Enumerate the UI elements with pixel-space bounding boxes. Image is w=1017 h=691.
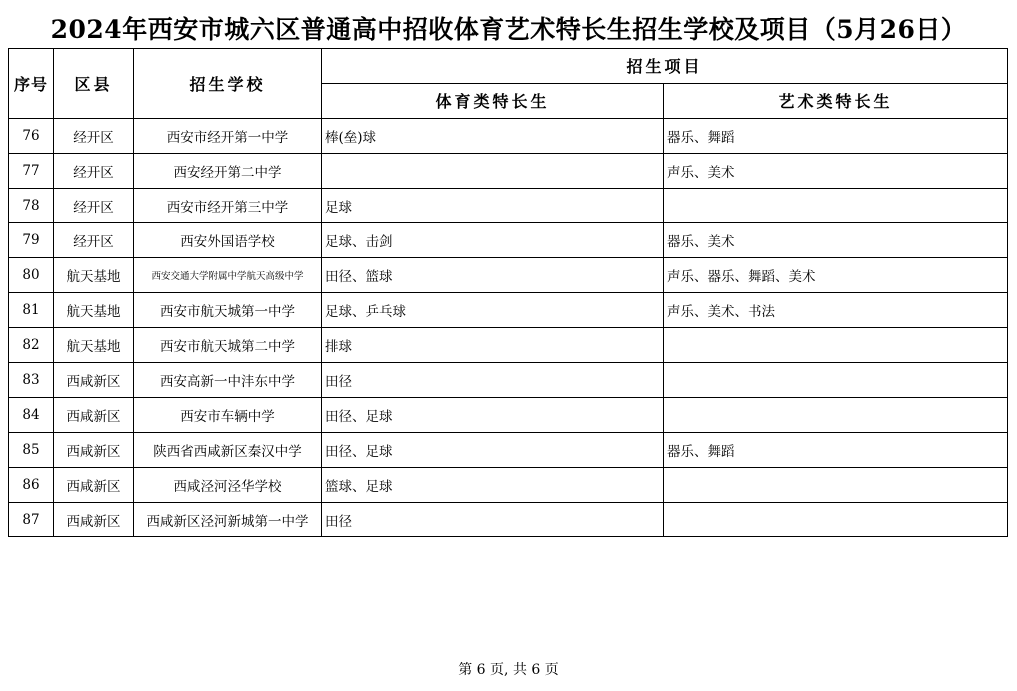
header-programs: 招生项目 [322,49,1008,84]
cell-index: 86 [9,467,54,502]
cell-school: 西安经开第二中学 [134,153,322,188]
cell-school: 西安外国语学校 [134,223,322,258]
cell-sports: 棒(垒)球 [322,118,664,153]
cell-district: 航天基地 [54,293,134,328]
cell-district: 西咸新区 [54,432,134,467]
cell-district: 西咸新区 [54,363,134,398]
cell-index: 82 [9,328,54,363]
cell-index: 81 [9,293,54,328]
cell-sports: 田径 [322,502,664,537]
table-row [9,363,1008,398]
cell-school: 西安高新一中沣东中学 [134,363,322,398]
cell-index: 77 [9,153,54,188]
table-row [9,432,1008,467]
cell-arts: 声乐、美术 [664,153,1008,188]
cell-sports: 足球、乒乓球 [322,293,664,328]
cell-sports: 排球 [322,328,664,363]
cell-school: 西安交通大学附属中学航天高级中学 [134,258,322,293]
cell-arts: 器乐、舞蹈 [664,432,1008,467]
cell-arts [664,188,1008,223]
cell-sports: 篮球、足球 [322,467,664,502]
cell-index: 84 [9,397,54,432]
cell-sports: 田径、篮球 [322,258,664,293]
cell-district: 西咸新区 [54,467,134,502]
cell-arts [664,467,1008,502]
table-row [9,223,1008,258]
header-arts: 艺术类特长生 [664,83,1008,118]
table-row [9,293,1008,328]
cell-district: 经开区 [54,153,134,188]
cell-school: 西咸泾河泾华学校 [134,467,322,502]
cell-index: 87 [9,502,54,537]
table-row [9,328,1008,363]
cell-sports: 田径、足球 [322,432,664,467]
cell-index: 79 [9,223,54,258]
cell-sports: 田径 [322,363,664,398]
cell-arts: 声乐、美术、书法 [664,293,1008,328]
cell-index: 78 [9,188,54,223]
cell-arts [664,328,1008,363]
table-row [9,502,1008,537]
cell-arts: 器乐、舞蹈 [664,118,1008,153]
cell-district: 经开区 [54,188,134,223]
cell-school: 西安市经开第一中学 [134,118,322,153]
cell-sports: 田径、足球 [322,397,664,432]
cell-school: 陕西省西咸新区秦汉中学 [134,432,322,467]
header-school: 招生学校 [134,49,322,119]
table-row [9,188,1008,223]
header-sports: 体育类特长生 [322,83,664,118]
cell-district: 航天基地 [54,258,134,293]
cell-arts [664,363,1008,398]
cell-district: 经开区 [54,118,134,153]
page-footer: 第 6 页, 共 6 页 [458,662,559,678]
cell-sports: 足球 [322,188,664,223]
cell-sports [322,153,664,188]
table-row [9,118,1008,153]
table-row [9,153,1008,188]
cell-district: 航天基地 [54,328,134,363]
cell-school: 西安市航天城第二中学 [134,328,322,363]
table-row [9,397,1008,432]
header-index: 序号 [9,49,54,119]
cell-index: 83 [9,363,54,398]
cell-school: 西安市航天城第一中学 [134,293,322,328]
cell-school: 西安市经开第三中学 [134,188,322,223]
cell-index: 80 [9,258,54,293]
cell-school: 西安市车辆中学 [134,397,322,432]
cell-district: 西咸新区 [54,397,134,432]
cell-arts [664,397,1008,432]
table-row [9,467,1008,502]
table-row [9,258,1008,293]
cell-arts: 声乐、器乐、舞蹈、美术 [664,258,1008,293]
document-title: 2024年西安市城六区普通高中招收体育艺术特长生招生学校及项目（5月26日） [50,15,967,44]
cell-district: 西咸新区 [54,502,134,537]
header-district: 区县 [54,49,134,119]
cell-sports: 足球、击剑 [322,223,664,258]
cell-arts [664,502,1008,537]
cell-arts: 器乐、美术 [664,223,1008,258]
cell-index: 76 [9,118,54,153]
cell-index: 85 [9,432,54,467]
cell-school: 西咸新区泾河新城第一中学 [134,502,322,537]
cell-district: 经开区 [54,223,134,258]
admissions-table [8,48,1008,537]
